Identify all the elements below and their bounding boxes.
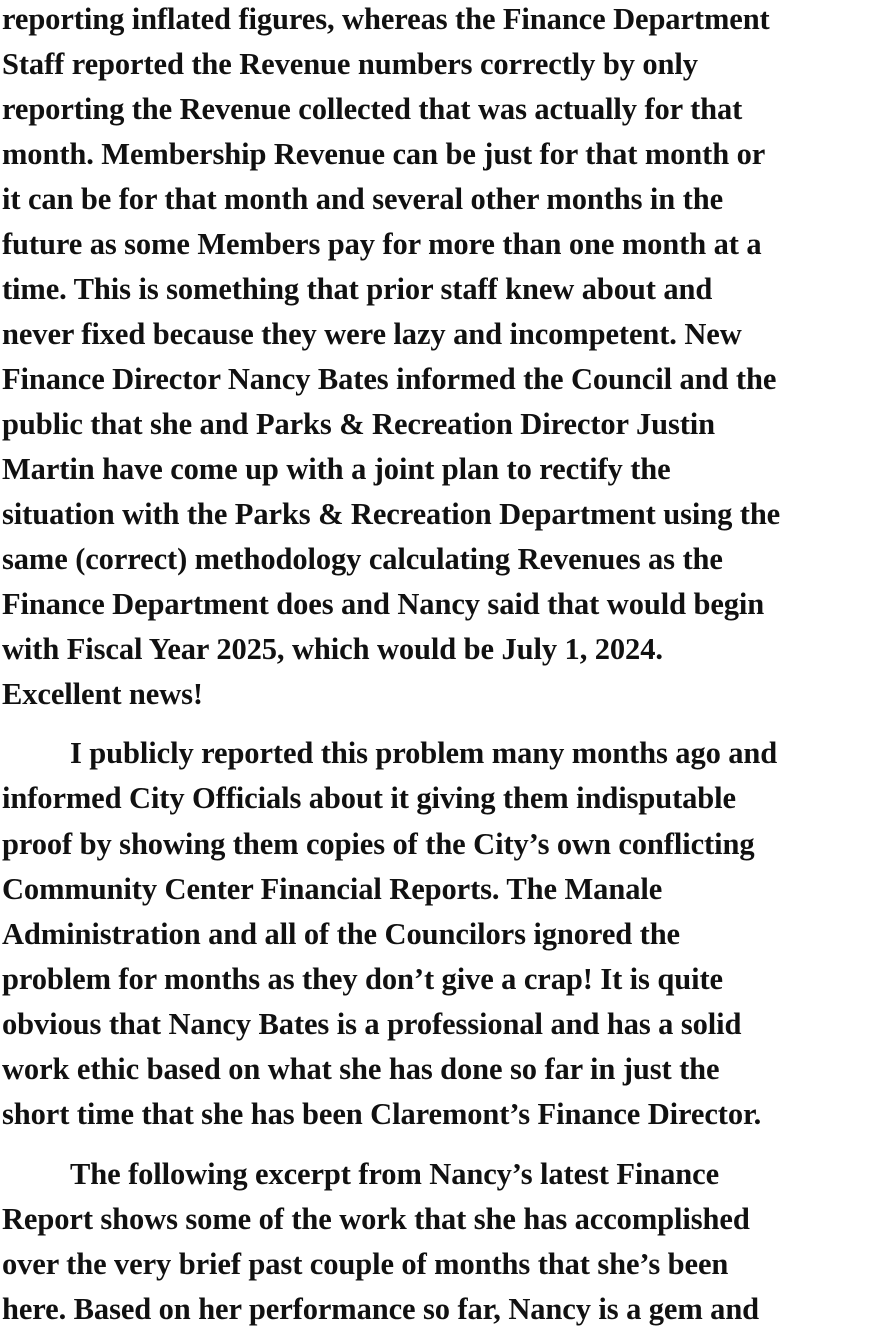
text-line: over the very brief past couple of months that she’s been: [2, 1247, 729, 1281]
text-line: Excellent news!: [2, 677, 203, 711]
text-line: future as some Members pay for more than one month at a: [2, 227, 762, 261]
text-line: The following excerpt from Nancy’s latest Finance: [70, 1157, 720, 1191]
text-line: proof by showing them copies of the City’s own conflicting: [2, 827, 755, 861]
text-line: obvious that Nancy Bates is a professional and has a solid: [2, 1007, 742, 1041]
text-line: reporting inflated figures, whereas the Finance Department: [2, 2, 770, 36]
text-line: same (correct) methodology calculating Revenues as the: [2, 542, 723, 576]
text-line: public that she and Parks & Recreation Director Justin: [2, 407, 716, 441]
text-line: informed City Officials about it giving them indisputable: [2, 781, 736, 815]
text-line: Administration and all of the Councilors ignored the: [2, 917, 680, 951]
text-line: it can be for that month and several other months in the: [2, 182, 724, 216]
text-line: Report shows some of the work that she has accomplished: [2, 1202, 750, 1236]
text-line: here. Based on her performance so far, Nancy is a gem and: [2, 1292, 760, 1326]
text-line: I publicly reported this problem many months ago and: [70, 736, 778, 770]
text-line: Staff reported the Revenue numbers correctly by only: [2, 47, 698, 81]
text-line: Finance Director Nancy Bates informed the Council and the: [2, 362, 777, 396]
text-line: time. This is something that prior staff knew about and: [2, 272, 713, 306]
text-line: situation with the Parks & Recreation Department using the: [2, 497, 781, 531]
text-line: Martin have come up with a joint plan to rectify the: [2, 452, 671, 486]
text-line: short time that she has been Claremont’s Finance Director.: [2, 1097, 762, 1131]
text-line: reporting the Revenue collected that was actually for that: [2, 92, 743, 126]
text-line: problem for months as they don’t give a crap! It is quite: [2, 962, 723, 996]
text-line: never fixed because they were lazy and incompetent. New: [2, 317, 742, 351]
text-line: Community Center Financial Reports. The Manale: [2, 872, 663, 906]
text-line: work ethic based on what she has done so far in just the: [2, 1052, 720, 1086]
text-line: with Fiscal Year 2025, which would be July 1, 2024.: [2, 632, 663, 666]
text-line: Finance Department does and Nancy said that would begin: [2, 587, 765, 621]
text-line: month. Membership Revenue can be just for that month or: [2, 137, 766, 171]
